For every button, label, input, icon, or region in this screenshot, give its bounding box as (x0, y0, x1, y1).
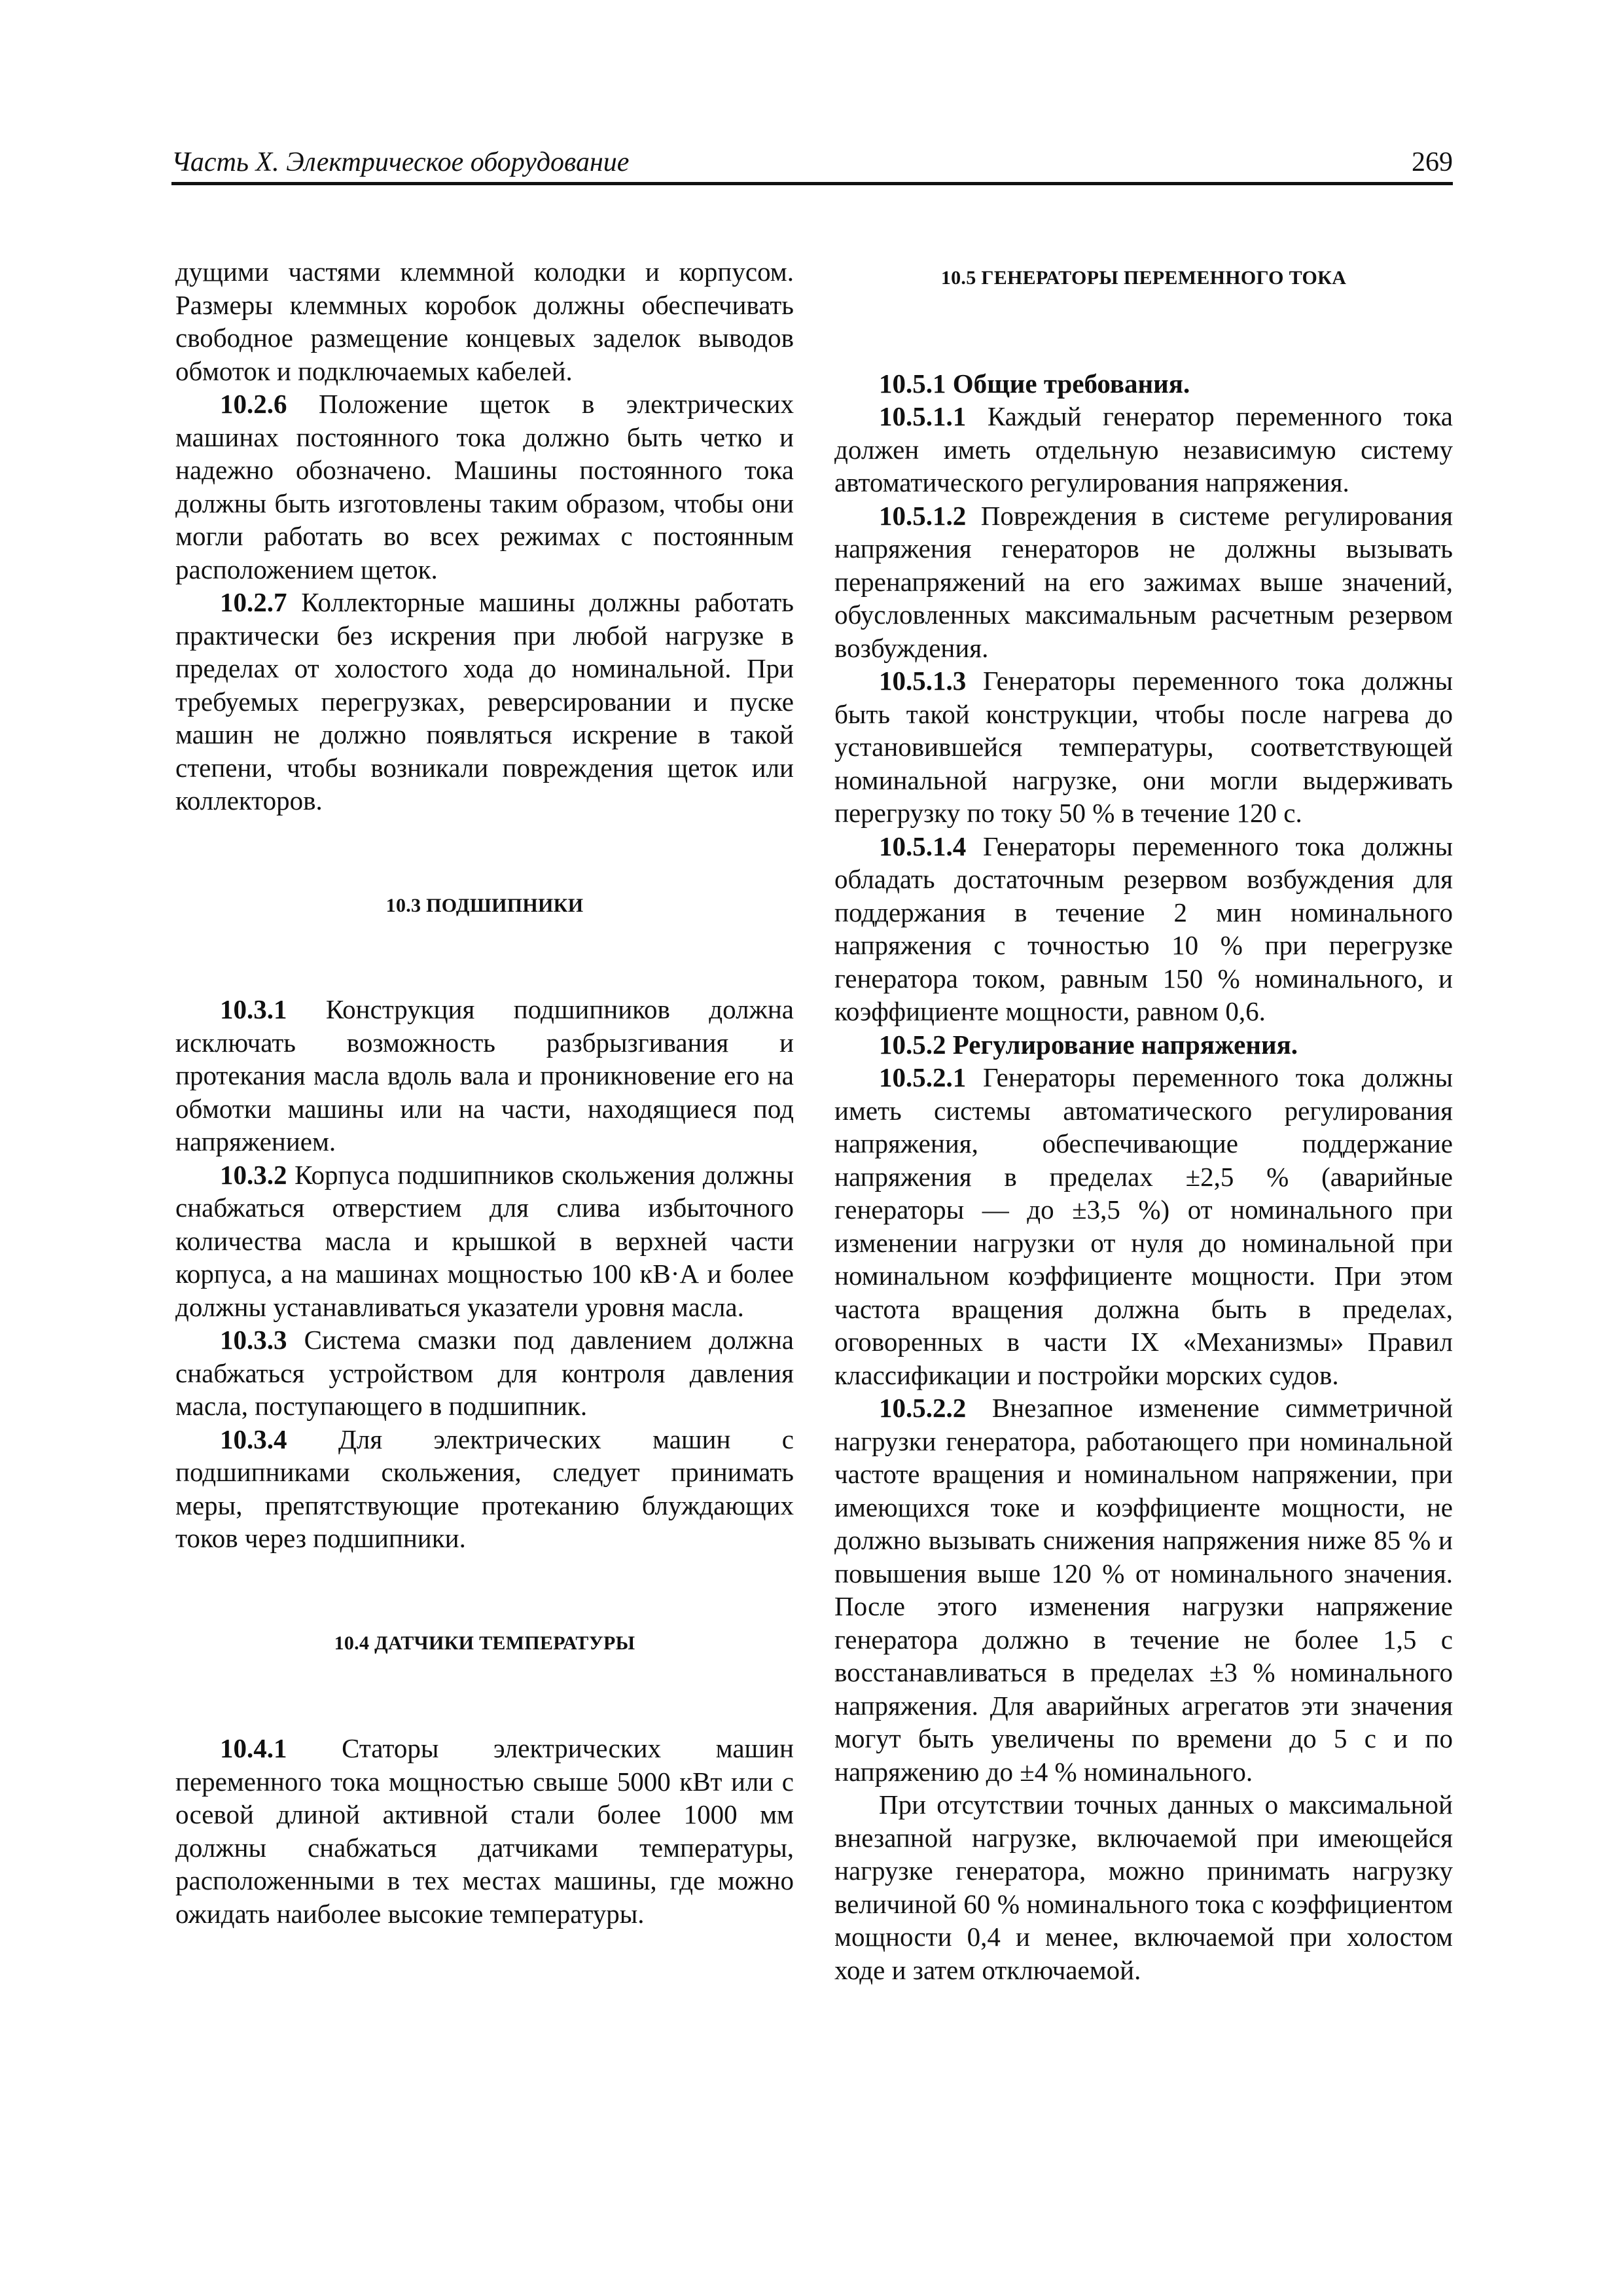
paragraph-text: Каждый генератор переменного тока должен иметь отдельную независимую систему автоматического регулирования напряжения. (834, 401, 1453, 497)
paragraph-text: Статоры электрических машин переменного тока мощностью свыше 5000 кВт или с осевой длиной активной стали более 1000 мм должны снабжаться датчиками температуры, расположенными в тех местах машины, где можно ожидать наиболее высокие температуры. (175, 1733, 794, 1929)
clause-number: 10.3.4 (220, 1424, 287, 1454)
paragraph-text: Генераторы переменного тока должны обладать достаточным резервом возбуждения для поддержания в течение 2 мин номинального напряжения с точностью 10 % при перегрузке генератора током, равным 150 % номинального, и коэффициенте мощности, равном 0,6. (834, 831, 1453, 1026)
paragraph-text: Генераторы переменного тока должны иметь системы автоматического регулирования напряжения, обеспечивающие поддержание напряжения в пределах ±2,5 % (аварийные генераторы — до ±3,5 %) от номинального при изменении нагрузки от нуля до номинальной при номинальном коэффициенте мощности. При этом частота вращения должна быть в пределах, оговоренных в части IX «Механизмы» Правил классификации и постройки морских судов. (834, 1062, 1453, 1390)
paragraph: При отсутствии точных данных о максимальной внезапной нагрузке, включаемой при имеющейся нагрузке генератора, можно принимать нагрузку величиной 60 % номинального тока с коэффициентом мощности 0,4 и менее, включаемой при холостом ходе и затем отключаемой. (834, 1789, 1453, 1985)
paragraph-10-3-1 (175, 993, 794, 1158)
paragraph-10-5-2-2 (834, 1391, 1453, 1788)
clause-number: 10.2.6 (220, 389, 287, 419)
paragraph-10-3-3 (175, 1323, 794, 1423)
section-heading-10-4: 10.4 ДАТЧИКИ ТЕМПЕРАТУРЫ (334, 1632, 635, 1654)
paragraph-text: Корпуса подшипников скольжения должны снабжаться отверстием для слива избыточного количества масла и крышкой в верхней части корпуса, а на машинах мощностью 100 кВ·А и более должны устанавливаться указатели уровня масла. (175, 1159, 794, 1322)
clause-number: 10.3.2 (220, 1159, 287, 1190)
paragraph-10-5-1-4 (834, 830, 1453, 1028)
page-header (171, 143, 1453, 185)
paragraph-10-3-4 (175, 1423, 794, 1555)
paragraph-10-2-7 (175, 586, 794, 817)
paragraph-10-5-2-1 (834, 1061, 1453, 1391)
paragraph-10-4-1 (175, 1732, 794, 1930)
paragraph-text: Конструкция подшипников должна исключать возможность разбрызгивания и протекания масла вдоль вала и проникновение его на обмотки машины или на части, находящиеся под напряжением. (175, 994, 794, 1157)
subsection-heading-10-5-1: 10.5.1 Общие требования. (879, 368, 1190, 399)
paragraph-text: Положение щеток в электрических машинах постоянного тока должно быть четко и надежно обозначено. Машины постоянного тока должны быть изготовлены таким образом, чтобы они могли работать во всех режимах с постоянным расположением щеток. (175, 389, 794, 584)
paragraph-text: Внезапное изменение симметричной нагрузки генератора, работающего при номинальной частоте вращения и номинальном напряжении, при имеющихся токе и коэффициенте мощности, не должно вызывать снижения напряжения ниже 85 % и повышения выше 120 % от номинального значения. После этого изменения нагрузки напряжение генератора должно в течение не более 1,5 с восстанавливаться в пределах ±3 % номинального напряжения. Для аварийных агрегатов эти значения могут быть увеличены по времени до 5 с и по напряжению до ±4 % номинального. (834, 1393, 1453, 1787)
clause-number: 10.3.1 (220, 994, 287, 1024)
clause-number: 10.3.3 (220, 1325, 287, 1355)
clause-number: 10.4.1 (220, 1733, 287, 1763)
section-heading-10-5: 10.5 ГЕНЕРАТОРЫ ПЕРЕМЕННОГО ТОКА (940, 267, 1347, 289)
clause-number: 10.5.2.1 (879, 1062, 967, 1092)
section-heading-10-3: 10.3 ПОДШИПНИКИ (385, 894, 584, 916)
paragraph-10-3-2 (175, 1158, 794, 1324)
clause-number: 10.5.1.4 (879, 831, 967, 861)
paragraph-text: Система смазки под давлением должна снабжаться устройством для контроля давления масла, поступающего в подшипник. (175, 1325, 794, 1421)
paragraph: дущими частями клеммной колодки и корпусом. Размеры клеммных коробок должны обеспечивать свободное размещение концевых заделок выводов обмоток и подключаемых кабелей. (175, 257, 794, 386)
clause-number: 10.5.2.2 (879, 1393, 967, 1423)
paragraph-10-5-1-3 (834, 664, 1453, 830)
paragraph-text: Коллекторные машины должны работать практически без искрения при любой нагрузке в пределах от холостого хода до номинальной. При требуемых перегрузках, реверсировании и пуске машин не должно появляться искрение в такой степени, чтобы возникали повреждения щеток или коллекторов. (175, 587, 794, 816)
paragraph-10-5-1-1 (834, 400, 1453, 499)
clause-number: 10.2.7 (220, 587, 287, 617)
clause-number: 10.5.1.3 (879, 666, 967, 696)
paragraph-10-5-1-2 (834, 499, 1453, 665)
clause-number: 10.5.1.1 (879, 401, 967, 431)
running-title: Часть X. Электрическое оборудование (171, 147, 630, 177)
page-number: 269 (1412, 147, 1453, 177)
paragraph-text: Для электрических машин с подшипниками скольжения, следует принимать меры, препятствующие протеканию блуждающих токов через подшипники. (175, 1424, 794, 1553)
paragraph-10-2-6 (175, 387, 794, 586)
subsection-heading-10-5-2: 10.5.2 Регулирование напряжения. (879, 1029, 1298, 1060)
paragraph-text: Повреждения в системе регулирования напряжения генераторов не должны вызывать перенапряжений на его зажимах выше значений, обусловленных максимальным расчетным резервом возбуждения. (834, 500, 1453, 663)
clause-number: 10.5.1.2 (879, 500, 967, 531)
right-column (834, 255, 1453, 1986)
paragraph-text: Генераторы переменного тока должны быть такой конструкции, чтобы после нагрева до установившейся температуры, соответствующей номинальной нагрузке, они могли выдерживать перегрузку по току 50 % в течение 120 с. (834, 666, 1453, 828)
left-column (175, 255, 794, 1930)
